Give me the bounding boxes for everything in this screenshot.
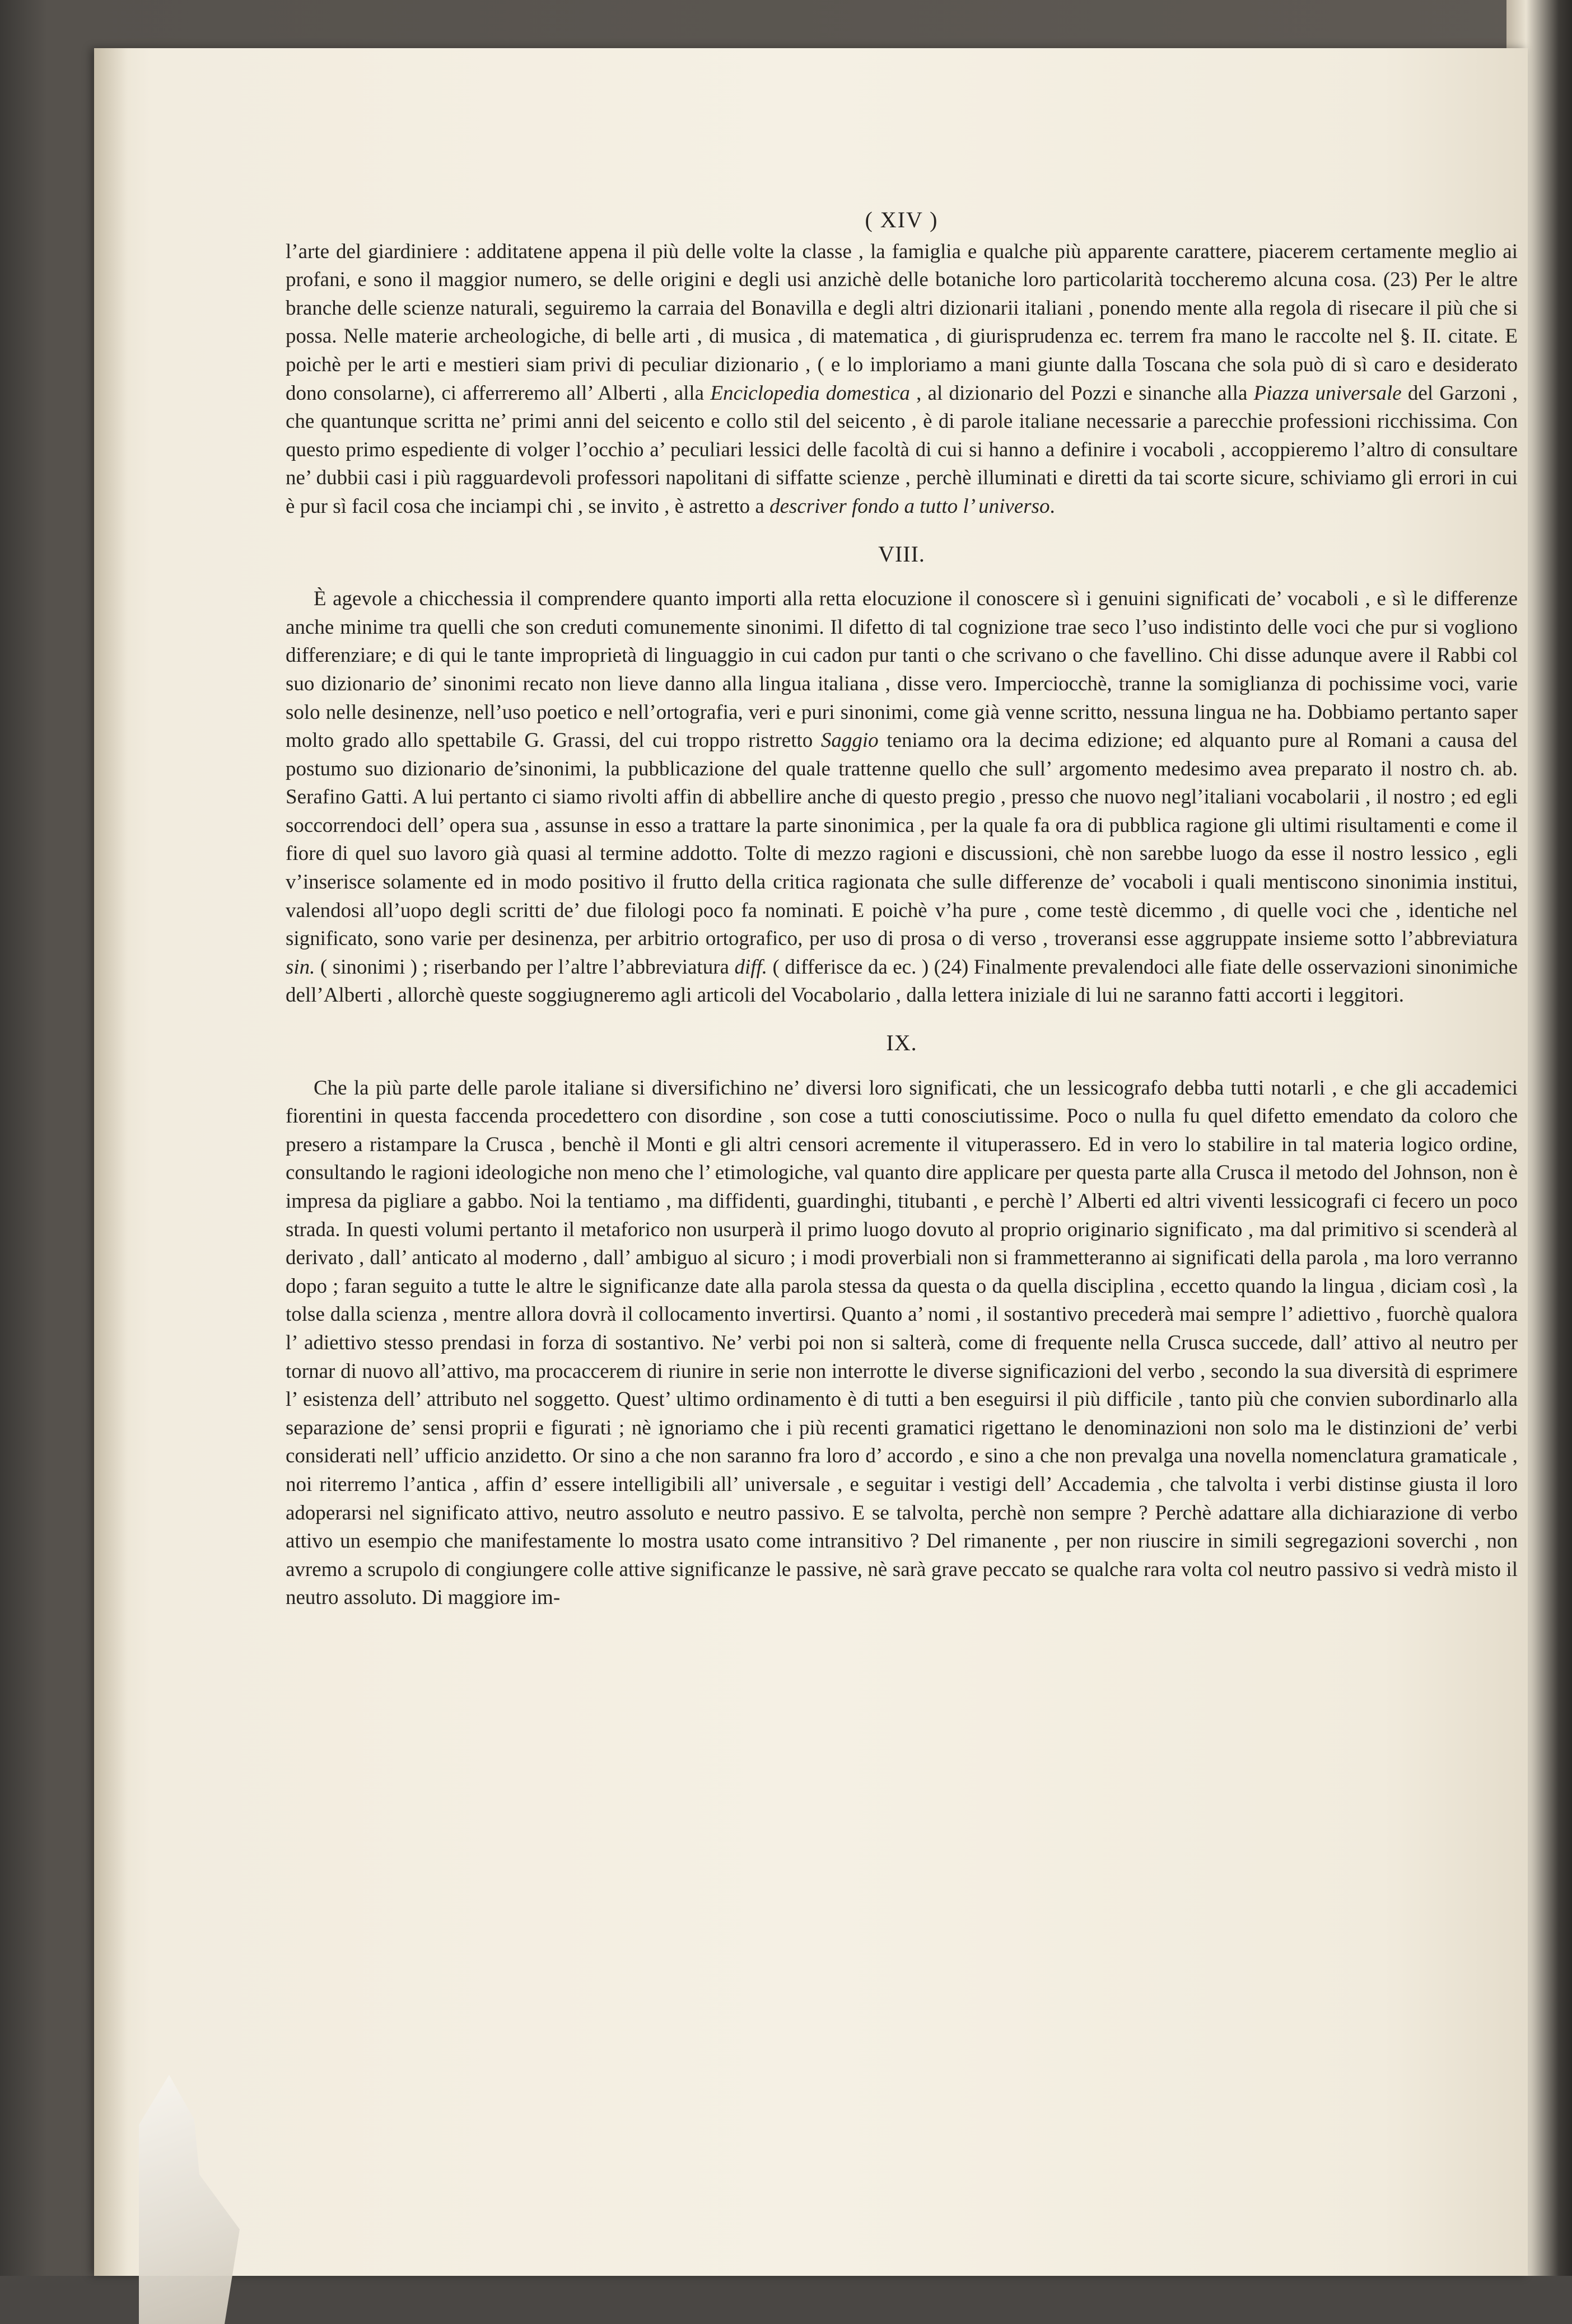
text-run: , al dizionario del Pozzi e sinanche alla [909, 381, 1254, 405]
paragraph-section-ix [286, 1074, 1518, 1612]
paragraph-section-viii [286, 585, 1518, 1010]
italic-title: Saggio [820, 729, 879, 752]
text-run: l’arte del giardiniere : additatene appena il più delle volte la classe , la famiglia e qualche più apparente carattere, piacerem certamente meglio ai profani, e sono il maggior numero, se delle origini e degli usi anzichè delle botaniche loro particolarità toccheremo alcuna cosa. (23) Per le altre branche delle scienze naturali, seguiremo la carraia del Bonavilla e degli altri dizionarii italiani , ponendo mente alla regola di risecare il più che si possa. Nelle materie archeologiche, di belle arti , di musica , di matematica , di giurisprudenza ec. terrem fra mano le raccolte nel §. II. citate. E poichè per le arti e mestieri siam privi di peculiar dizionario , ( e lo imploriamo a mani giunte dalla Toscana che sola può di sì caro e desiderato dono consolarne), ci afferreremo all’ Alberti , alla [286, 240, 1518, 405]
section-heading-viii: VIII. [878, 541, 925, 567]
page-gutter-shade [94, 48, 128, 2276]
text-run: È agevole a chicchessia il comprendere quanto importi alla retta elocuzione il conoscere sì i genuini significati de’ vocaboli , e sì le differenze anche minime tra quelli che son creduti comunemente sinonimi. Il difetto di tal cognizione trae seco l’uso indistinto delle voci che pur si vogliono differenziare; e di qui le tante improprietà di linguaggio in cui cadon pur tanti o che scrivano o che favellino. Chi disse adunque avere il Rabbi col suo dizionario de’ sinonimi recato non lieve danno alla lingua italiana , disse vero. Imperciocchè, tranne la somiglianza di pochissime voci, varie solo nelle desinenze, nell’uso poetico e nell’ortografia, veri e puri sinonimi, come già venne scritto, nessuna lingua ne ha. Dobbiamo pertanto saper molto grado allo spettabile G. Grassi, del cui troppo ristretto [286, 587, 1518, 752]
italic-title: Enciclopedia domestica [710, 381, 910, 405]
italic-quote: descriver fondo a tutto l’ universo [769, 494, 1050, 518]
text-run: ( sinonimi ) ; riserbando per l’altre l’abbreviatura [315, 955, 735, 979]
italic-abbreviation: sin. [286, 955, 315, 979]
page-number: ( XIV ) [865, 207, 939, 232]
page-content [286, 206, 1518, 1612]
italic-abbreviation: diff. [734, 955, 768, 979]
section-heading-ix: IX. [886, 1030, 917, 1056]
text-run: del Garzoni , che quantunque scritta ne’ primi anni del seicento e collo stil del seicento , è di parole italiane necessarie a parecchie professioni ricchissima. Con questo primo espediente di volger l’occhio a’ peculiari lessici delle facoltà di cui si hanno a definire i vocaboli , accoppieremo l’altro di consultare ne’ dubbii casi i più ragguardevoli professori napolitani di siffatte scienze , perchè illuminati e diretti da tai scorte sicure, schiviamo gli errori in cui è pur sì facil cosa che inciampi chi , se invito , è astretto a [286, 381, 1518, 518]
paragraph-continuation [286, 238, 1518, 521]
text-run: Che la più parte delle parole italiane si diversifichino ne’ diversi loro significati, che un lessicografo debba tutti notarli , e che gli accademici fiorentini in questa faccenda procedettero con disordine , son cose a tutti conosciutissime. Poco o nulla fu quel difetto emendato da coloro che presero a ristampare la Crusca , benchè il Monti e gli altri censori acremente il vituperassero. Ed in vero lo stabilire in tal materia logico ordine, consultando le ragioni ideologiche non meno che l’ etimologiche, val quanto dire applicare per questa parte alla Crusca il metodo del Johnson, non è impresa da pigliare a gabbo. Noi la tentiamo , ma diffidenti, guardinghi, titubanti , e perchè l’ Alberti ed altri viventi lessicografi ci fecero un poco strada. In questi volumi pertanto il metaforico non usurperà il primo luogo dovuto al proprio originario significato , ma dal primitivo si scenderà al derivato , dall’ anticato al moderno , dall’ ambiguo al sicuro ; i modi proverbiali non si frammetteranno ai significati della parola , ma loro verranno dopo ; faran seguito a tutte le altre le significanze date alla parola stessa da questa o da quella disciplina , eccetto quando la lingua , diciam così , la tolse dalla scienza , mentre allora dovrà il collocamento invertirsi. Quanto a’ nomi , il sostantivo precederà mai sempre l’ adiettivo , fuorchè qualora l’ adiettivo stesso prendasi in forza di sostantivo. Ne’ verbi poi non si salterà, come di frequente nella Crusca succede, dall’ attivo al neutro per tornar di nuovo all’attivo, ma procaccerem di riunire in serie non interrotte le diverse significazioni del verbo , secondo la sua diversità di esprimere l’ esistenza dell’ attributo nel soggetto. Quest’ ultimo ordinamento è di tutti a ben eseguirsi il più difficile , tanto più che convien subordinarlo alla separazione de’ sensi proprii e figurati ; nè ignoriamo che i più recenti gramatici rigettano le denominazioni non solo ma le distinzioni de’ verbi considerati nell’ ufficio anzidetto. Or sino a che non saranno fra loro d’ accordo , e sino a che non prevalga una novella nomenclatura gramaticale , noi riterremo l’antica , affin d’ essere intelligibili all’ universale , e seguitar i vestigi dell’ Accademia , che talvolta i verbi distinse giusta il loro adoperarsi nel significato attivo, neutro assoluto e neutro passivo. E se talvolta, perchè non sempre ? Perchè adattare alla dichiarazione di verbo attivo un esempio che manifestamente lo mostra usato come intransitivo ? Del rimanente , per non riuscire in simili segregazioni soverchi , non avremo a scrupolo di congiungere colle attive significanze le passive, nè sarà grave peccato se qualche rara volta col neutro passivo si vedrà misto il neutro assoluto. Di maggiore im- [286, 1076, 1518, 1610]
torn-page-corner [139, 2075, 240, 2324]
text-run: . [1049, 494, 1055, 518]
text-run: ( differisce da ec. ) (24) Finalmente prevalendoci alle fiate delle osservazioni sinonimiche dell’Alberti , allorchè queste soggiugneremo agli articoli del Vocabolario , dalla lettera iniziale di lui ne saranno fatti accorti i leggitori. [286, 955, 1518, 1007]
italic-title: Piazza universale [1253, 381, 1402, 405]
text-run: teniamo ora la decima edizione; ed alquanto pure al Romani a causa del postumo suo dizionario de’sinonimi, la pubblicazione del quale trattenne quello che sull’ argomento medesimo avea preparato il nostro ch. ab. Serafino Gatti. A lui pertanto ci siamo rivolti affin di abbellire anche di questo pregio , presso che nuovo negl’italiani vocabolarii , il nostro ; ed egli soccorrendoci dell’ opera sua , assunse in esso a trattare la parte sinonimica , per la quale fa ora di pubblica ragione gli ultimi risultamenti e come il fiore di quel suo lavoro già quasi al termine addotto. Tolte di mezzo ragioni e discussioni, chè non sarebbe luogo da esse il nostro lessico , egli v’inserisce solamente ed in modo positivo il frutto della critica ragionata che sulle differenze de’ vocaboli i quali mentiscono sinonimia institui, valendosi all’uopo degli scritti de’ due filologi poco fa nominati. E poichè v’ha pure , come testè dicemmo , di quelle voci che , identiche nel significato, sono varie per desinenza, per arbitrio ortografico, per uso di prosa o di verso , troveransi esse aggruppate insieme sotto l’abbreviatura [286, 729, 1518, 951]
